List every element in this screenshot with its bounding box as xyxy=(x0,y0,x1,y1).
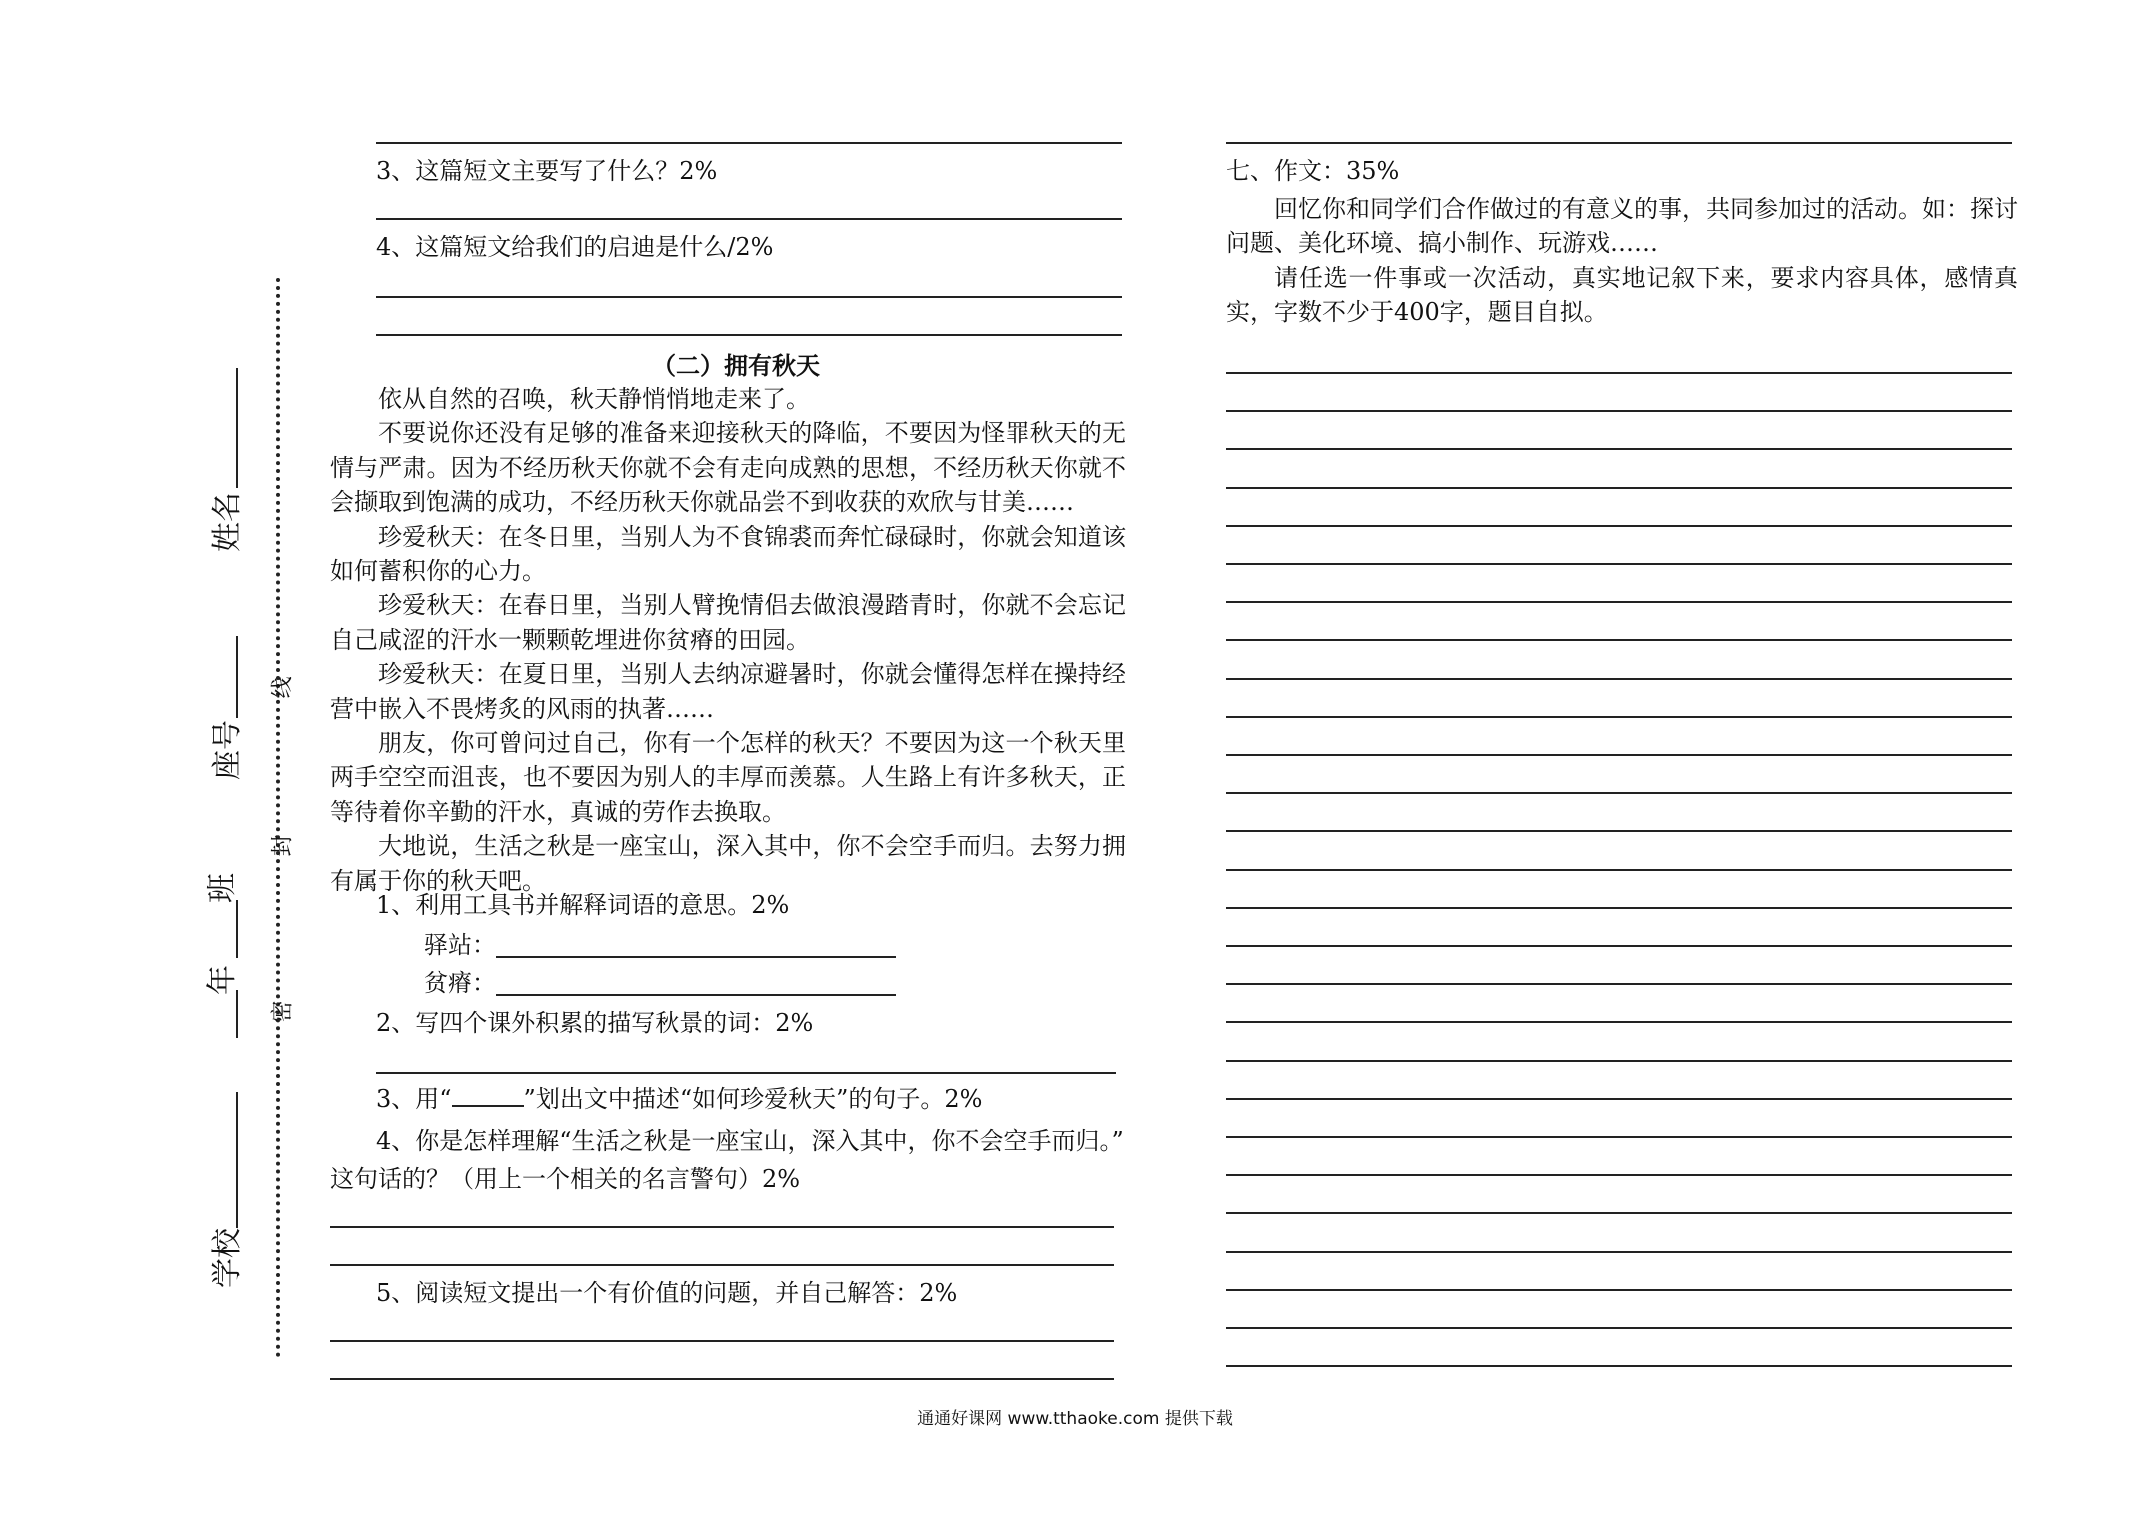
seat-field[interactable] xyxy=(236,636,238,718)
word-1-answer[interactable] xyxy=(496,956,896,958)
section-title: （二）拥有秋天 xyxy=(652,352,820,380)
seal-dotted-line xyxy=(276,278,280,1358)
underline-mark xyxy=(452,1083,524,1107)
composition-line[interactable] xyxy=(1226,1327,2012,1329)
sub-question-2: 2、写四个课外积累的描写秋景的词：2% xyxy=(376,1009,814,1037)
word-1-label: 驿站： xyxy=(424,931,496,959)
answer-line[interactable] xyxy=(330,1264,1114,1266)
composition-line[interactable] xyxy=(1226,639,2012,641)
composition-line[interactable] xyxy=(1226,525,2012,527)
answer-line[interactable] xyxy=(376,142,1122,144)
composition-line[interactable] xyxy=(1226,869,2012,871)
composition-line[interactable] xyxy=(1226,907,2012,909)
word-2-label: 贫瘠： xyxy=(424,969,496,997)
paragraph: 朋友，你可曾问过自己，你有一个怎样的秋天？不要因为这一个秋天里两手空空而沮丧，也不要因为别人的丰厚而羡慕。人生路上有许多秋天，正等待着你辛勤的汗水，真诚的劳作去换取。 xyxy=(330,729,1126,826)
footer-credit: 通通好课网 www.tthaoke.com 提供下载 xyxy=(917,1409,1233,1429)
sub-question-1: 1、利用工具书并解释词语的意思。2% xyxy=(376,891,790,919)
seal-mi: 密 xyxy=(270,1000,296,1023)
class-field[interactable] xyxy=(236,900,238,958)
class-label: 班 xyxy=(205,873,240,903)
composition-line[interactable] xyxy=(1226,983,2012,985)
composition-line[interactable] xyxy=(1226,945,2012,947)
composition-line[interactable] xyxy=(1226,1021,2012,1023)
composition-line[interactable] xyxy=(1226,1174,2012,1176)
school-label: 学校 xyxy=(210,1228,245,1288)
answer-line[interactable] xyxy=(376,1072,1116,1074)
composition-line[interactable] xyxy=(1226,1212,2012,1214)
composition-line[interactable] xyxy=(1226,792,2012,794)
composition-line[interactable] xyxy=(1226,716,2012,718)
composition-line[interactable] xyxy=(1226,1365,2012,1367)
paragraph: 珍爱秋天：在春日里，当别人臂挽情侣去做浪漫踏青时，你就不会忘记自己咸涩的汗水一颗颗乾埋进你贫瘠的田园。 xyxy=(330,591,1126,654)
paragraph: 大地说，生活之秋是一座宝山，深入其中，你不会空手而归。去努力拥有属于你的秋天吧。 xyxy=(330,832,1126,895)
sub-question-3-end: ”划出文中描述“如何珍爱秋天”的句子。2% xyxy=(523,1085,983,1113)
answer-line[interactable] xyxy=(376,296,1122,298)
name-field[interactable] xyxy=(236,368,238,488)
sub-question-3-start: 3、用“ xyxy=(376,1085,452,1113)
composition-line[interactable] xyxy=(1226,372,2012,374)
school-field[interactable] xyxy=(236,1092,238,1228)
grade-label: 年 xyxy=(205,965,240,995)
sub-question-4-line1: 4、你是怎样理解“生活之秋是一座宝山，深入其中，你不会空手而归。” xyxy=(376,1127,1124,1155)
composition-line[interactable] xyxy=(1226,563,2012,565)
answer-line[interactable] xyxy=(330,1226,1114,1228)
answer-line[interactable] xyxy=(1226,142,2012,144)
grade-field[interactable] xyxy=(236,990,238,1038)
paragraph: 不要说你还没有足够的准备来迎接秋天的降临，不要因为怪罪秋天的无情与严肃。因为不经历秋天你就不会有走向成熟的思想，不经历秋天你就不会撷取到饱满的成功，不经历秋天你就品尝不到收获的欢欣与甘美…… xyxy=(330,419,1126,517)
paragraph: 依从自然的召唤，秋天静悄悄地走来了。 xyxy=(378,385,810,413)
composition-line[interactable] xyxy=(1226,1251,2012,1253)
seal-feng: 封 xyxy=(270,834,296,857)
answer-line[interactable] xyxy=(376,334,1122,336)
paragraph: 珍爱秋天：在冬日里，当别人为不食锦裘而奔忙碌碌时，你就会知道该如何蓄积你的心力。 xyxy=(330,522,1126,586)
composition-line[interactable] xyxy=(1226,410,2012,412)
composition-line[interactable] xyxy=(1226,487,2012,489)
composition-line[interactable] xyxy=(1226,1060,2012,1062)
article-body xyxy=(330,382,1126,898)
sub-question-5: 5、阅读短文提出一个有价值的问题，并自己解答：2% xyxy=(376,1279,958,1307)
name-label: 姓名 xyxy=(210,492,245,552)
instruction-paragraph: 回忆你和同学们合作做过的有意义的事，共同参加过的活动。如：探讨问题、美化环境、搞小制作、玩游戏…… xyxy=(1226,195,2018,258)
seal-xian: 线 xyxy=(270,676,296,699)
seat-label: 座号 xyxy=(210,720,245,780)
composition-line[interactable] xyxy=(1226,678,2012,680)
composition-line[interactable] xyxy=(1226,830,2012,832)
word-2-answer[interactable] xyxy=(496,994,896,996)
question-4: 4、这篇短文给我们的启迪是什么/2% xyxy=(376,233,774,261)
composition-line[interactable] xyxy=(1226,754,2012,756)
sub-question-4-line2: 这句话的？（用上一个相关的名言警句）2% xyxy=(330,1165,801,1193)
question-3: 3、这篇短文主要写了什么？2% xyxy=(376,157,718,185)
composition-instructions xyxy=(1226,192,2018,330)
composition-line[interactable] xyxy=(1226,1136,2012,1138)
answer-line[interactable] xyxy=(330,1378,1114,1380)
composition-line[interactable] xyxy=(1226,601,2012,603)
composition-line[interactable] xyxy=(1226,448,2012,450)
answer-line[interactable] xyxy=(376,218,1122,220)
answer-line[interactable] xyxy=(330,1340,1114,1342)
composition-heading: 七、作文：35% xyxy=(1226,157,1400,185)
composition-line[interactable] xyxy=(1226,1289,2012,1291)
sub-question-3 xyxy=(376,1082,982,1116)
paragraph: 珍爱秋天：在夏日里，当别人去纳凉避暑时，你就会懂得怎样在操持经营中嵌入不畏烤炙的风雨的执著…… xyxy=(330,660,1126,723)
composition-line[interactable] xyxy=(1226,1098,2012,1100)
instruction-paragraph: 请任选一件事或一次活动，真实地记叙下来，要求内容具体，感情真实，字数不少于400字，题目自拟。 xyxy=(1226,263,2018,327)
